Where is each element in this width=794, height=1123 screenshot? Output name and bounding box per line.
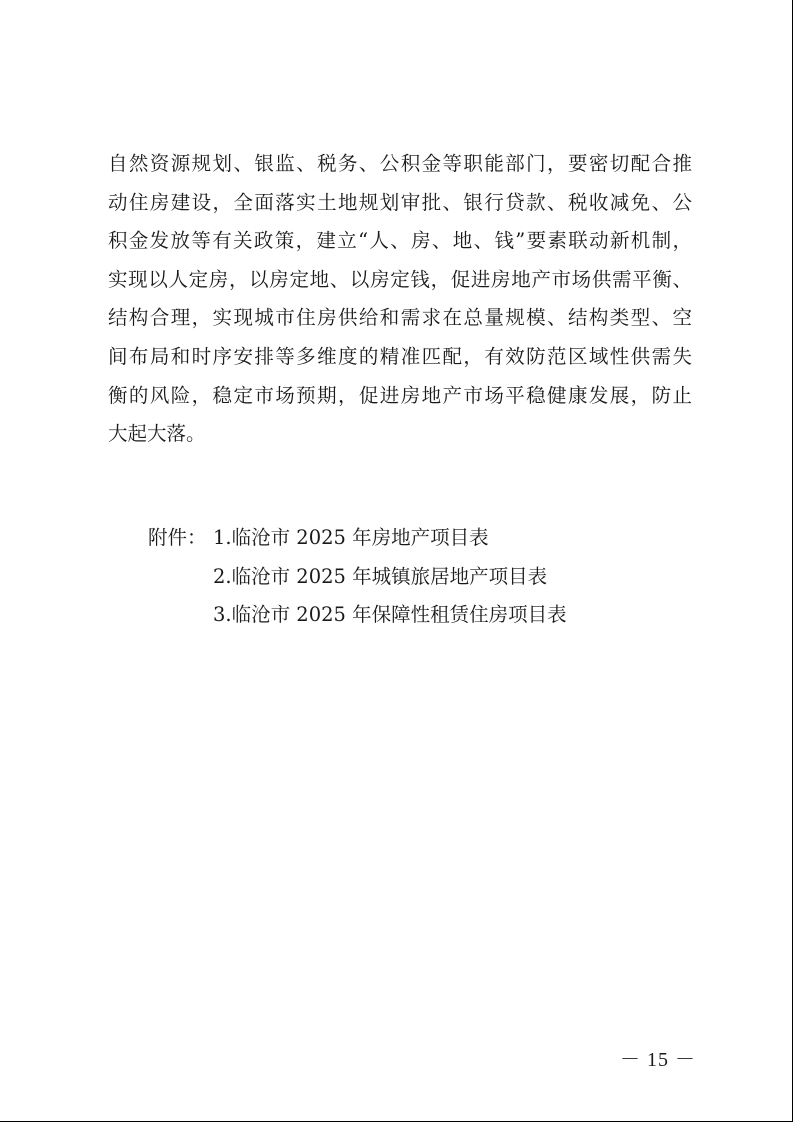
attachment-title: 1.临沧市 2025 年房地产项目表 [213, 526, 489, 549]
paragraph-line: 动住房建设，全面落实土地规划审批、银行贷款、税收减免、公 [108, 190, 692, 214]
paragraph-line: 积金发放等有关政策，建立“人、房、地、钱”要素联动新机制， [108, 229, 692, 253]
paragraph-line: 结构合理，实现城市住房供给和需求在总量规模、结构类型、空 [108, 306, 692, 330]
attachment-item [148, 558, 567, 597]
attachment-item [148, 596, 567, 635]
paragraph-line: 大起大落。 [108, 422, 206, 446]
attachment-title: 2.临沧市 2025 年城镇旅居地产项目表 [213, 564, 548, 588]
attachments-label: 附件： [148, 526, 207, 549]
page-number: － 15 － [620, 1049, 696, 1071]
attachment-item [148, 519, 567, 558]
paragraph-line: 间布局和时序安排等多维度的精准匹配，有效防范区域性供需失 [108, 344, 692, 368]
paragraph-line: 自然资源规划、银监、税务、公积金等职能部门，要密切配合推 [108, 152, 692, 175]
paragraph-line: 衡的风险，稳定市场预期，促进房地产市场平稳健康发展，防止 [108, 383, 692, 407]
attachment-title: 3.临沧市 2025 年保障性租赁住房项目表 [213, 603, 567, 627]
body-paragraph [108, 145, 708, 454]
attachments-list [148, 519, 567, 635]
paragraph-line: 实现以人定房，以房定地、以房定钱，促进房地产市场供需平衡、 [108, 267, 692, 291]
